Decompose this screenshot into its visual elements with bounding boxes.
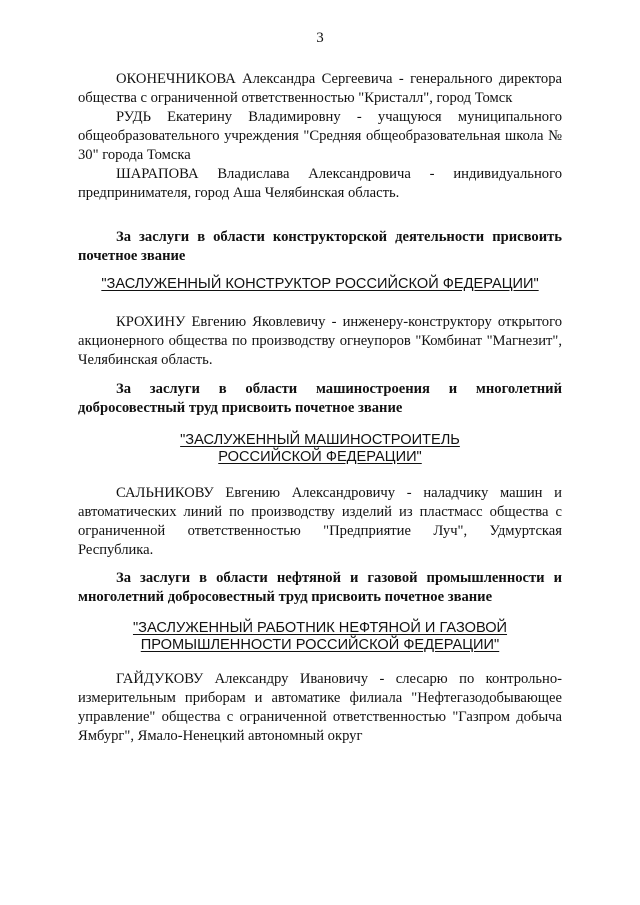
honorary-title-line: "ЗАСЛУЖЕННЫЙ КОНСТРУКТОР РОССИЙСКОЙ ФЕДЕРАЦИИ" bbox=[101, 276, 539, 292]
section-heading: За заслуги в области нефтяной и газовой промышленности и многолетний добросовестный труд присвоить почетное звание bbox=[78, 570, 562, 605]
award-recipient-block bbox=[78, 484, 562, 560]
award-recipient-paragraph: РУДЬ Екатерину Владимировну - учащуюся муниципального общеобразовательного учреждения "Средняя общеобразовательная школа № 30" города Томска bbox=[78, 109, 562, 163]
honorary-title-line: "ЗАСЛУЖЕННЫЙ РАБОТНИК НЕФТЯНОЙ И ГАЗОВОЙ bbox=[132, 620, 508, 636]
section-heading: За заслуги в области конструкторской деятельности присвоить почетное звание bbox=[78, 229, 562, 264]
award-recipient-paragraph: ШАРАПОВА Владислава Александровича - индивидуального предпринимателя, город Аша Челябинская область. bbox=[78, 166, 562, 201]
award-recipient-paragraph: САЛЬНИКОВУ Евгению Александровичу - наладчику машин и автоматических линий по производству изделий из пластмасс общества с ограниченной ответственностью "Предприятие Луч", Удмуртская Республика. bbox=[78, 485, 562, 558]
award-recipient-paragraph: ОКОНЕЧНИКОВА Александра Сергеевича - генерального директора общества с ограниченной ответственностью "Кристалл", город Томск bbox=[78, 71, 562, 106]
honorary-title bbox=[78, 276, 562, 293]
award-recipient-block bbox=[78, 670, 562, 746]
honorary-title-line: РОССИЙСКОЙ ФЕДЕРАЦИИ" bbox=[218, 449, 422, 465]
intro-block bbox=[78, 70, 562, 203]
award-recipient-paragraph: ГАЙДУКОВУ Александру Ивановичу - слесарю по контрольно-измерительным приборам и автоматике филиала "Нефтегазодобывающее управление" общества с ограниченной ответственностью "Газпром добыча Ямбург", Ямало-Ненецкий автономный округ bbox=[78, 671, 562, 744]
page-number: 3 bbox=[316, 30, 324, 46]
award-recipient-block bbox=[78, 313, 562, 370]
honorary-title bbox=[78, 620, 562, 654]
award-recipient-paragraph: КРОХИНУ Евгению Яковлевичу - инженеру-конструктору открытого акционерного общества по производству огнеупоров "Комбинат "Магнезит", Челябинская область. bbox=[78, 314, 562, 368]
section-heading: За заслуги в области машиностроения и многолетний добросовестный труд присвоить почетное звание bbox=[78, 381, 562, 416]
honorary-title bbox=[78, 432, 562, 466]
honorary-title-line: "ЗАСЛУЖЕННЫЙ МАШИНОСТРОИТЕЛЬ bbox=[180, 432, 460, 448]
honorary-title-line: ПРОМЫШЛЕННОСТИ РОССИЙСКОЙ ФЕДЕРАЦИИ" bbox=[140, 637, 500, 653]
